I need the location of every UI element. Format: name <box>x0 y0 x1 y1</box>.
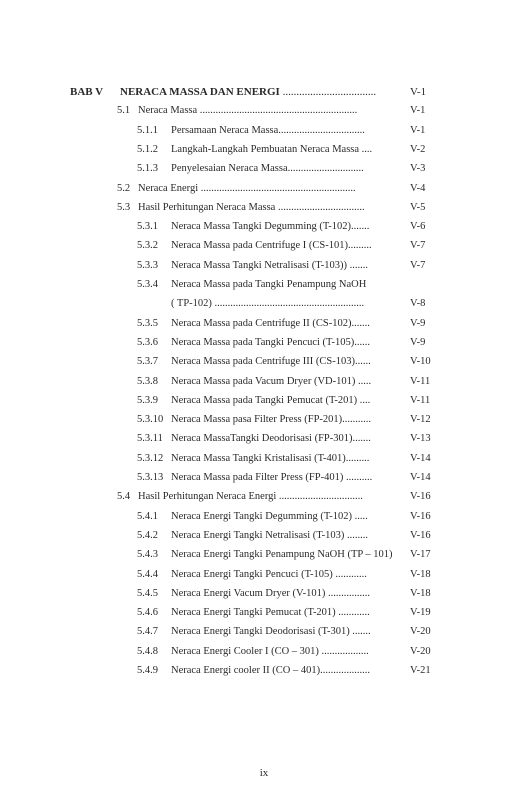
toc-entry <box>0 605 528 621</box>
toc-entry-page: V-11 <box>410 375 431 387</box>
toc-entry <box>0 238 528 254</box>
toc-entry <box>0 451 528 467</box>
toc-entry <box>0 528 528 544</box>
toc-entry-page: V-14 <box>410 472 431 483</box>
toc-entry-page: V-4 <box>410 182 426 194</box>
chapter-number: BAB V <box>70 86 104 98</box>
toc-entry-title: Neraca Massa pada Centrifuge II (CS-102)....... <box>171 317 370 329</box>
toc-entry-title: Neraca Massa Tangki Netralisasi (T-103)) ....... <box>171 259 368 271</box>
toc-entry-page: V-11 <box>410 394 431 406</box>
toc-entry-number: 5.4.4 <box>137 568 158 580</box>
toc-entry-number: 5.4.8 <box>137 645 158 657</box>
toc-entry-number: 5.3.4 <box>137 279 158 290</box>
toc-entry-title: Neraca Energi Tangki Degumming (T-102) ..... <box>171 510 368 522</box>
toc-entry-page: V-21 <box>410 665 431 676</box>
toc-entry <box>0 431 528 447</box>
toc-entry-title: Neraca Energi Tangki Netralisasi (T-103) ........ <box>171 529 369 541</box>
toc-entry-page: V-9 <box>410 317 426 329</box>
toc-entry-page: V-9 <box>410 336 426 348</box>
toc-entry <box>0 277 528 293</box>
toc-entry-title: Neraca Energi Tangki Deodorisasi (T-301) ....... <box>171 626 371 638</box>
toc-entry-number: 5.4.6 <box>137 607 158 619</box>
toc-entry-number: 5.3.3 <box>137 259 158 271</box>
toc-entry-title: Neraca Energi Cooler I (CO – 301) .................. <box>171 645 369 657</box>
toc-entry-number: 5.1.2 <box>137 143 158 155</box>
toc-entry-title: Neraca MassaTangki Deodorisasi (FP-301)....... <box>171 433 371 445</box>
toc-entry-page: V-16 <box>410 491 431 503</box>
chapter-heading <box>0 84 528 100</box>
toc-entry-page: V-1 <box>410 124 426 136</box>
toc-entry-title: Neraca Massa pada Centrifuge I (CS-101)......... <box>171 240 372 252</box>
toc-entry <box>0 335 528 351</box>
toc-entry-title: Neraca Energi Tangki Pencuci (T-105) ............ <box>171 568 367 580</box>
toc-entry-title: Neraca Massa pada Vacum Dryer (VD-101) ..... <box>171 375 372 387</box>
toc-entry <box>0 123 528 139</box>
toc-entry-page: V-14 <box>410 452 431 464</box>
toc-entry <box>0 470 528 486</box>
toc-entry <box>0 547 528 563</box>
toc-entry <box>0 161 528 177</box>
toc-entry-page: V-16 <box>410 529 431 541</box>
toc-entry-page: V-18 <box>410 587 431 599</box>
toc-entry-number: 5.3.11 <box>137 433 163 445</box>
toc-entry-page: V-20 <box>410 626 431 638</box>
toc-entry-title: Neraca Energi Tangki Pemucat (T-201) ............ <box>171 607 370 619</box>
toc-entry-page: V-8 <box>410 298 426 310</box>
toc-entry <box>0 258 528 274</box>
toc-entry-number: 5.4.7 <box>137 626 158 638</box>
toc-entry-page: V-1 <box>410 105 426 117</box>
toc-entry-number: 5.1.1 <box>137 124 158 136</box>
toc-entry-title: Penyelesaian Neraca Massa............................. <box>171 163 364 175</box>
toc-entry <box>0 316 528 332</box>
toc-entry-page: V-16 <box>410 510 431 522</box>
toc-entry-number: 5.4.2 <box>137 529 158 541</box>
toc-entry-number: 5.4 <box>117 491 131 503</box>
toc-entry-title: Neraca Energi ........................................................... <box>138 182 356 194</box>
toc-entry <box>0 296 528 312</box>
chapter-page: V-1 <box>410 86 427 98</box>
toc-entry-page: V-13 <box>410 433 431 445</box>
toc-entry-page: V-18 <box>410 568 431 580</box>
chapter-leader-dots: .................................. <box>282 86 377 98</box>
toc-entry-page: V-2 <box>410 143 426 155</box>
toc-entry-page: V-3 <box>410 163 426 175</box>
toc-entry <box>0 509 528 525</box>
toc-entry-page: V-5 <box>410 201 426 213</box>
toc-entry-title: Neraca Energi Tangki Penampung NaOH (TP – 101) <box>171 549 393 561</box>
toc-entry <box>0 586 528 602</box>
toc-entry-number: 5.3.9 <box>137 394 158 406</box>
toc-entry <box>0 374 528 390</box>
toc-entry-number: 5.1.3 <box>137 163 158 175</box>
toc-entry-title: Langkah-Langkah Pembuatan Neraca Massa .... <box>171 143 373 155</box>
toc-entry-title: Neraca Energi cooler II (CO – 401)................... <box>171 665 370 676</box>
toc-entry-page: V-6 <box>410 221 426 233</box>
toc-entry <box>0 354 528 370</box>
toc-entry-number: 5.3.8 <box>137 375 158 387</box>
toc-entry <box>0 200 528 216</box>
toc-entry-number: 5.3.7 <box>137 356 158 368</box>
toc-entry-number: 5.3.1 <box>137 221 158 233</box>
toc-entry-title: Neraca Massa pada Filter Press (FP-401) .......... <box>171 472 373 483</box>
toc-entry <box>0 219 528 235</box>
toc-entry-title: Hasil Perhitungan Neraca Massa ................................. <box>138 201 365 213</box>
toc-entry-number: 5.3 <box>117 201 131 213</box>
toc-entry-title: Persamaan Neraca Massa................................. <box>171 124 365 136</box>
toc-entry-number: 5.4.5 <box>137 587 158 599</box>
toc-entry-number: 5.1 <box>117 105 131 117</box>
toc-entry-page: V-19 <box>410 607 431 619</box>
toc-entry <box>0 489 528 505</box>
toc-entry-page: V-20 <box>410 645 431 657</box>
toc-entry <box>0 103 528 119</box>
toc-entry-page: V-10 <box>410 356 431 368</box>
toc-entry-title: Neraca Massa Tangki Degumming (T-102)....... <box>171 221 370 233</box>
toc-entry <box>0 412 528 428</box>
toc-entry-number: 5.3.10 <box>137 414 164 426</box>
toc-entry-number: 5.4.9 <box>137 665 158 676</box>
toc-entry-page: V-17 <box>410 549 431 561</box>
chapter-title-text: NERACA MASSA DAN ENERGI <box>120 86 280 98</box>
toc-entry-number: 5.3.12 <box>137 452 164 464</box>
toc-entry-title: Neraca Massa Tangki Kristalisasi (T-401)......... <box>171 452 370 464</box>
toc-entry <box>0 142 528 158</box>
toc-entry-title: Neraca Massa pada Tangki Penampung NaOH <box>171 279 367 290</box>
page-number: ix <box>259 767 269 779</box>
toc-entry-title: Hasil Perhitungan Neraca Energi ................................ <box>138 491 363 503</box>
toc-entry <box>0 181 528 197</box>
toc-entry-title: Neraca Massa pasa Filter Press (FP-201)........... <box>171 414 372 426</box>
toc-entry <box>0 663 528 679</box>
toc-entry-title: Neraca Massa pada Tangki Pencuci (T-105)...... <box>171 336 370 348</box>
toc-entry-number: 5.4.3 <box>137 549 158 561</box>
toc-entry <box>0 393 528 409</box>
toc-entry <box>0 644 528 660</box>
toc-entry-page: V-7 <box>410 240 426 252</box>
toc-entry-title: Neraca Massa ............................................................ <box>138 105 358 117</box>
toc-entry-page: V-7 <box>410 259 426 271</box>
toc-entry-number: 5.3.5 <box>137 317 158 329</box>
toc-entry-number: 5.3.6 <box>137 336 158 348</box>
toc-entry-title: ( TP-102) ......................................................... <box>171 298 365 310</box>
toc-entry-number: 5.2 <box>117 182 131 194</box>
toc-entry-number: 5.3.2 <box>137 240 158 252</box>
toc-entry-page: V-12 <box>410 414 431 426</box>
toc-entry-title: Neraca Massa pada Centrifuge III (CS-103)...... <box>171 356 371 368</box>
toc-entry-number: 5.4.1 <box>137 510 158 522</box>
toc-entry <box>0 624 528 640</box>
toc-entry-title: Neraca Massa pada Tangki Pemucat (T-201) .... <box>171 394 371 406</box>
chapter-title <box>120 84 376 100</box>
toc-entry-title: Neraca Energi Vacum Dryer (V-101) ................ <box>171 587 370 599</box>
toc-entry <box>0 567 528 583</box>
toc-entry-number: 5.3.13 <box>137 472 164 483</box>
